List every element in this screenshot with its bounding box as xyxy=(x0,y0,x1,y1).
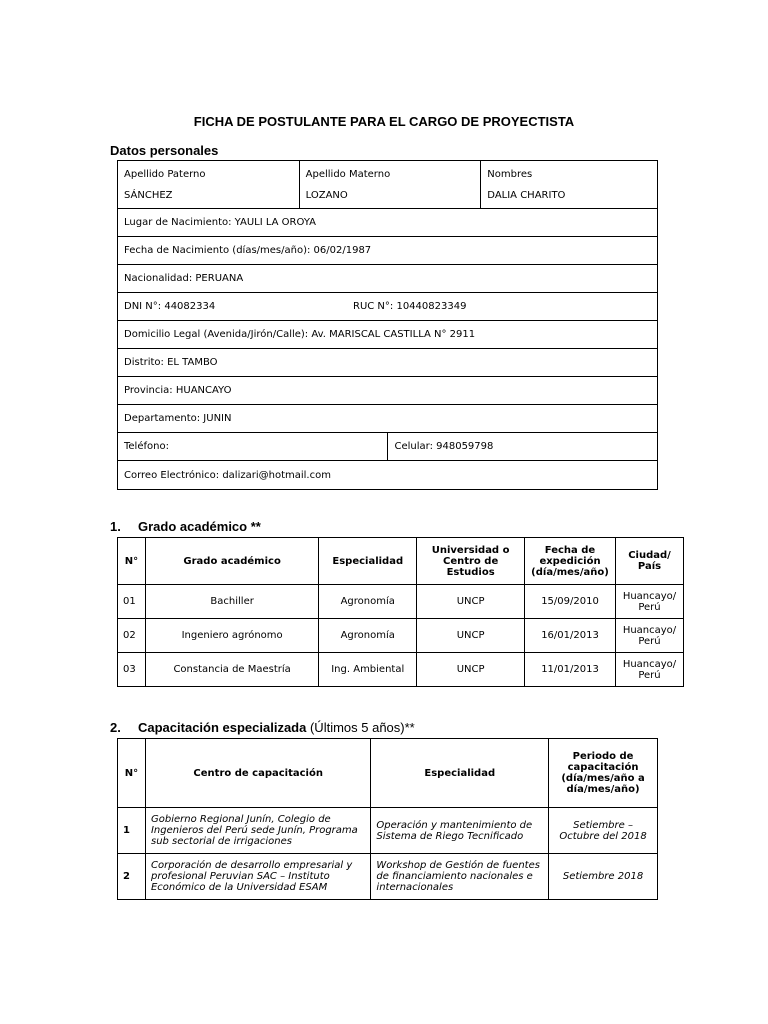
table-cell: 15/09/2010 xyxy=(525,585,616,619)
datos-personales-heading: Datos personales xyxy=(110,143,219,158)
table-cell: 02 xyxy=(118,619,146,653)
table-cell: UNCP xyxy=(417,653,525,687)
table-cell: 03 xyxy=(118,653,146,687)
nombres-cell xyxy=(481,161,658,209)
apellido-paterno-value: SÁNCHEZ xyxy=(124,189,173,201)
section-title: Capacitación especializada xyxy=(138,720,307,735)
table-row xyxy=(118,585,684,619)
table-cell: Bachiller xyxy=(145,585,318,619)
table-row xyxy=(118,209,658,237)
column-header: N° xyxy=(118,538,146,585)
table-cell: Operación y mantenimiento de Sistema de Riego Tecnificado xyxy=(371,808,549,854)
lugar-nacimiento: Lugar de Nacimiento: YAULI LA OROYA xyxy=(118,209,658,237)
page-title: FICHA DE POSTULANTE PARA EL CARGO DE PROYECTISTA xyxy=(193,114,575,129)
fecha-nacimiento: Fecha de Nacimiento (días/mes/año): 06/02/1987 xyxy=(118,237,658,265)
grado-academico-table xyxy=(117,537,684,687)
table-row xyxy=(118,405,658,433)
table-row xyxy=(118,265,658,293)
dni-ruc-cell xyxy=(118,293,658,321)
table-cell: Ingeniero agrónomo xyxy=(145,619,318,653)
celular: Celular: 948059798 xyxy=(388,433,658,461)
nombres-value: DALIA CHARITO xyxy=(487,189,566,201)
section-title-note: (Últimos 5 años)** xyxy=(306,720,415,735)
column-header: Especialidad xyxy=(371,739,549,808)
column-header: Fecha de expedición (día/mes/año) xyxy=(525,538,616,585)
table-row xyxy=(118,854,658,900)
provincia: Provincia: HUANCAYO xyxy=(118,377,658,405)
table-row xyxy=(118,619,684,653)
nombres-label: Nombres xyxy=(487,168,533,180)
table-cell: 11/01/2013 xyxy=(525,653,616,687)
apellido-materno-label: Apellido Materno xyxy=(305,168,391,180)
table-cell: Agronomía xyxy=(319,619,417,653)
table-header-row xyxy=(118,739,658,808)
table-row xyxy=(118,349,658,377)
column-header: Centro de capacitación xyxy=(145,739,370,808)
apellido-paterno-cell xyxy=(118,161,300,209)
grado-academico-heading xyxy=(110,519,261,534)
table-row xyxy=(118,461,658,490)
section-number: 1. xyxy=(110,519,121,534)
table-cell: Agronomía xyxy=(319,585,417,619)
table-cell: UNCP xyxy=(417,619,525,653)
table-row xyxy=(118,293,658,321)
capacitacion-table xyxy=(117,738,658,900)
dni: DNI N°: 44082334 xyxy=(124,301,216,312)
table-row xyxy=(118,653,684,687)
distrito: Distrito: EL TAMBO xyxy=(118,349,658,377)
table-row xyxy=(118,237,658,265)
table-row xyxy=(118,161,658,209)
column-header: N° xyxy=(118,739,146,808)
departamento: Departamento: JUNIN xyxy=(118,405,658,433)
domicilio: Domicilio Legal (Avenida/Jirón/Calle): Av. MARISCAL CASTILLA N° 2911 xyxy=(118,321,658,349)
table-cell: Setiembre – Octubre del 2018 xyxy=(549,808,658,854)
table-cell: Huancayo/ Perú xyxy=(616,619,684,653)
column-header: Periodo de capacitación (día/mes/año a día/mes/año) xyxy=(549,739,658,808)
table-cell: UNCP xyxy=(417,585,525,619)
table-row xyxy=(118,808,658,854)
apellido-materno-value: LOZANO xyxy=(305,189,348,201)
capacitacion-heading xyxy=(110,720,415,735)
table-cell: Setiembre 2018 xyxy=(549,854,658,900)
table-cell: Ing. Ambiental xyxy=(319,653,417,687)
table-cell: Corporación de desarrollo empresarial y profesional Peruvian SAC – Instituto Económico de la Universidad ESAM xyxy=(145,854,370,900)
table-row xyxy=(118,321,658,349)
table-header-row xyxy=(118,538,684,585)
section-number: 2. xyxy=(110,720,121,735)
table-cell: Gobierno Regional Junín, Colegio de Ingenieros del Perú sede Junín, Programa sub sectorial de irrigaciones xyxy=(145,808,370,854)
apellido-paterno-label: Apellido Paterno xyxy=(124,168,206,180)
ruc: RUC N°: 10440823349 xyxy=(353,301,467,312)
column-header: Especialidad xyxy=(319,538,417,585)
apellido-materno-cell xyxy=(299,161,481,209)
table-cell: 1 xyxy=(118,808,146,854)
table-cell: Workshop de Gestión de fuentes de financiamiento nacionales e internacionales xyxy=(371,854,549,900)
telefono: Teléfono: xyxy=(118,433,388,461)
section-title: Grado académico ** xyxy=(138,519,261,534)
personal-data-table xyxy=(117,160,658,490)
column-header: Grado académico xyxy=(145,538,318,585)
table-cell: 2 xyxy=(118,854,146,900)
column-header: Universidad o Centro de Estudios xyxy=(417,538,525,585)
table-cell: 16/01/2013 xyxy=(525,619,616,653)
table-cell: Huancayo/ Perú xyxy=(616,653,684,687)
column-header: Ciudad/ País xyxy=(616,538,684,585)
table-row xyxy=(118,433,658,461)
table-cell: Huancayo/ Perú xyxy=(616,585,684,619)
table-row xyxy=(118,377,658,405)
nacionalidad: Nacionalidad: PERUANA xyxy=(118,265,658,293)
table-cell: 01 xyxy=(118,585,146,619)
table-cell: Constancia de Maestría xyxy=(145,653,318,687)
correo: Correo Electrónico: dalizari@hotmail.com xyxy=(118,461,658,490)
